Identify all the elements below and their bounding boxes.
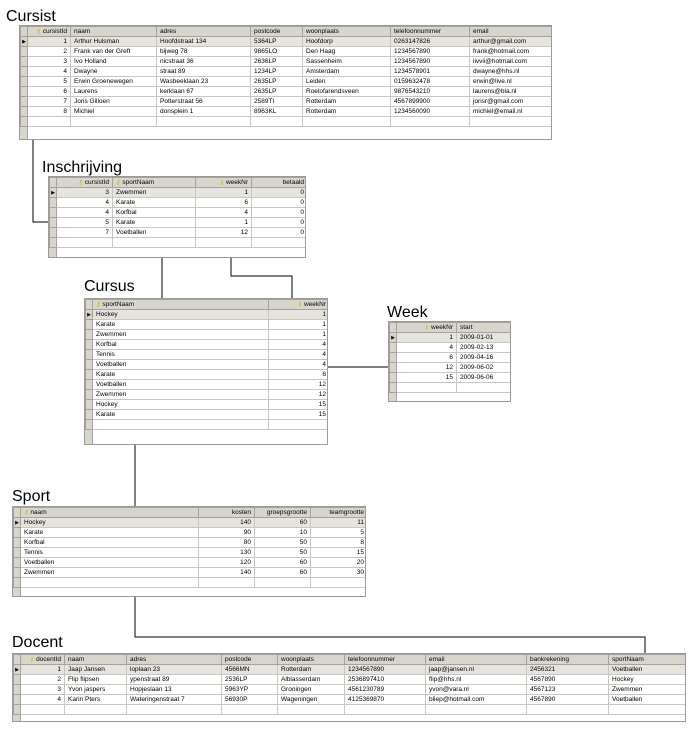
key-icon: ⚷	[116, 180, 121, 186]
table-row[interactable]: Karate 15	[86, 410, 329, 420]
table-row[interactable]: ▶ Hockey 140 60 11	[14, 518, 367, 528]
week-table	[389, 322, 511, 393]
table-row[interactable]: 8 Michiel donsplein 1 8963KL Rotterdam 1234560090 michiel@email.nl	[21, 107, 553, 117]
table-row[interactable]: Voetballen 120 60 20	[14, 558, 367, 568]
table-row[interactable]: Karate 6	[86, 370, 329, 380]
key-icon: ⚷	[78, 180, 83, 186]
table-row[interactable]: 5 Karate 1 0	[50, 218, 307, 228]
column-header[interactable]: adres	[157, 27, 251, 37]
current-row-icon: ▶	[87, 311, 91, 318]
table-row[interactable]: Zwemmen 140 60 30	[14, 568, 367, 578]
table-row[interactable]: 2 Flip flipsen ypenstraat 89 2536LP Alblasserdam 2536897410 flip@hhs.nl 4567890 Hockey	[14, 675, 687, 685]
new-row[interactable]	[50, 238, 307, 248]
table-row[interactable]: 4 Karin Pters Wateringenstraat 7 56930P Wageningen 4125369870 bliep@hotmail.com 4567890 Voetballen	[14, 695, 687, 705]
column-header[interactable]: ⚷ cursistId	[28, 27, 71, 37]
link-sport-docent	[135, 597, 645, 653]
column-header[interactable]: postcode	[251, 27, 303, 37]
table-row[interactable]: 4 Korfbal 4 0	[50, 208, 307, 218]
column-header[interactable]: adres	[127, 655, 222, 665]
column-header[interactable]: ⚷ naam	[21, 508, 199, 518]
column-header[interactable]: telefoonnummer	[345, 655, 426, 665]
column-header[interactable]: kosten	[199, 508, 255, 518]
column-header[interactable]: ⚷ sportNaam	[93, 300, 269, 310]
key-icon: ⚷	[24, 510, 29, 516]
table-row[interactable]: 6 2009-04-16	[390, 353, 512, 363]
current-row-icon: ▶	[15, 666, 19, 673]
table-row[interactable]: Karate 90 10 5	[14, 528, 367, 538]
inschrijving-grid[interactable]	[48, 176, 306, 258]
column-header[interactable]: groepsgrootte	[255, 508, 311, 518]
table-row[interactable]: 3 Yvon jaspers Hopjeslaan 13 5963YP Groningen 4561230789 yvon@vara.nl 4567123 Zwemmen	[14, 685, 687, 695]
current-row-icon: ▶	[391, 334, 395, 341]
column-header[interactable]: woonplaats	[278, 655, 345, 665]
table-row[interactable]: ▶ 3 Zwemmen 1 0	[50, 188, 307, 198]
week-grid[interactable]	[388, 321, 511, 402]
column-header[interactable]: start	[457, 323, 512, 333]
table-row[interactable]: Voetballen 12	[86, 380, 329, 390]
table-row[interactable]: Korfbal 80 50 8	[14, 538, 367, 548]
table-row[interactable]: 6 Laurens kerklaan 67 2635LP Roelofarendsveen 9876543210 laurens@bla.nl	[21, 87, 553, 97]
key-icon: ⚷	[219, 180, 224, 186]
column-header[interactable]: email	[426, 655, 527, 665]
table-row[interactable]: 4 2009-02-13	[390, 343, 512, 353]
table-row[interactable]: Tennis 4	[86, 350, 329, 360]
table-row[interactable]: 7 Voetballen 12 0	[50, 228, 307, 238]
column-header[interactable]: betaald	[252, 178, 307, 188]
column-header[interactable]: telefoonnummer	[391, 27, 470, 37]
table-row[interactable]: Voetballen 4	[86, 360, 329, 370]
table-row[interactable]: 3 Ivo Holland nicstraat 36 2636LP Sassenheim 1234567890 iivvii@hotmail.com	[21, 57, 553, 67]
column-header[interactable]: ⚷ cursistId	[57, 178, 113, 188]
table-row[interactable]: 15 2009-06-06	[390, 373, 512, 383]
current-row-icon: ▶	[22, 38, 26, 45]
column-header[interactable]: email	[470, 27, 553, 37]
link-cursist-inschrijving	[33, 140, 48, 222]
column-header[interactable]: ⚷ weekNr	[269, 300, 329, 310]
table-row[interactable]: ▶ 1 2009-01-01	[390, 333, 512, 343]
cursist-title: Cursist	[6, 8, 56, 25]
current-row-icon: ▶	[15, 519, 19, 526]
column-header[interactable]: postcode	[222, 655, 278, 665]
table-row[interactable]: ▶ 1 Jaap Jansen loplaan 23 4566MN Rotterdam 1234567890 jaap@jansen.nl 2456321 Voetballen	[14, 665, 687, 675]
table-row[interactable]: Korfbal 4	[86, 340, 329, 350]
new-row[interactable]	[390, 383, 512, 393]
column-header[interactable]: ⚷ sportNaam	[113, 178, 196, 188]
table-row[interactable]: 5 Erwin Groenewegen Wasbeeklaan 23 2635LP Leiden 0159632478 erwin@live.nl	[21, 77, 553, 87]
sport-table	[13, 507, 366, 588]
docent-table	[13, 654, 686, 715]
table-row[interactable]: 4 Karate 6 0	[50, 198, 307, 208]
cursist-table	[20, 26, 552, 127]
column-header[interactable]: woonplaats	[303, 27, 391, 37]
cursus-grid[interactable]	[84, 298, 328, 445]
new-row[interactable]	[86, 420, 329, 430]
column-header[interactable]: bankrekening	[527, 655, 609, 665]
cursus-table	[85, 299, 328, 430]
table-row[interactable]: ▶ 1 Arthur Hulsman Hoofdstraat 134 5364LP Hoofdorp 0263147826 arthur@gmail.com	[21, 37, 553, 47]
table-row[interactable]: 4 Dwayne straat 89 1234LP Amsterdam 1234578901 dwayne@hhs.nl	[21, 67, 553, 77]
cursist-grid[interactable]	[19, 25, 552, 140]
sport-title: Sport	[12, 488, 51, 505]
link-inschrijving-cursus-2	[231, 258, 292, 298]
column-header[interactable]: teamgrootte	[311, 508, 367, 518]
column-header[interactable]: naam	[65, 655, 127, 665]
table-row[interactable]: Zwemmen 1	[86, 330, 329, 340]
current-row-icon: ▶	[51, 189, 55, 196]
key-icon: ⚷	[29, 657, 35, 663]
column-header[interactable]: ⚷ weekNr	[196, 178, 252, 188]
inschrijving-table	[49, 177, 306, 248]
new-row[interactable]	[14, 705, 687, 715]
key-icon: ⚷	[96, 302, 101, 308]
table-row[interactable]: Hockey 15	[86, 400, 329, 410]
new-row[interactable]	[21, 117, 553, 127]
column-header[interactable]: ⚷ docentId	[21, 655, 65, 665]
inschrijving-title: Inschrijving	[42, 159, 123, 176]
table-row[interactable]: Tennis 130 50 15	[14, 548, 367, 558]
new-row[interactable]	[14, 578, 367, 588]
key-icon: ⚷	[297, 302, 302, 308]
docent-title: Docent	[12, 634, 63, 651]
table-row[interactable]: 2 Frank van der Greft bijweg 78 9865LO Den Haag 1234567890 frank@hotmail.com	[21, 47, 553, 57]
sport-grid[interactable]	[12, 506, 366, 597]
key-icon: ⚷	[36, 29, 41, 35]
week-title: Week	[387, 304, 428, 321]
column-header[interactable]: naam	[71, 27, 157, 37]
docent-grid[interactable]	[12, 653, 686, 722]
table-row[interactable]: Karate 1	[86, 320, 329, 330]
key-icon: ⚷	[424, 325, 429, 331]
table-row[interactable]: Zwemmen 12	[86, 390, 329, 400]
cursus-title: Cursus	[84, 278, 135, 295]
column-header[interactable]: ⚷ weekNr	[397, 323, 457, 333]
column-header[interactable]: sportNaam	[609, 655, 687, 665]
table-row[interactable]: 7 Joris Gilloen Potterstraat 56 2589TI Rotterdam 4567899900 jorisr@gmail.com	[21, 97, 553, 107]
table-row[interactable]: 12 2009-06-02	[390, 363, 512, 373]
table-row[interactable]: ▶ Hockey 1	[86, 310, 329, 320]
